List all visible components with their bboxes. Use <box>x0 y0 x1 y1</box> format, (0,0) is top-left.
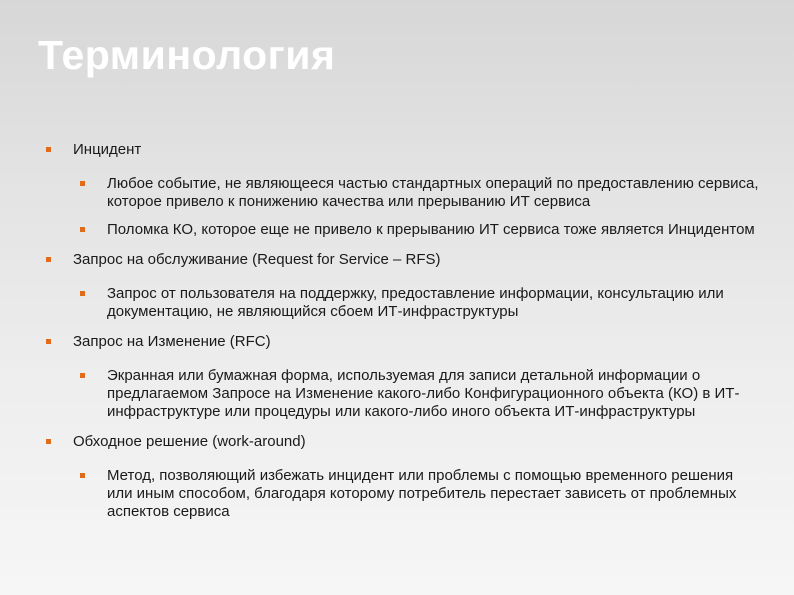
list-item-workaround <box>46 433 762 451</box>
item-label: Запрос на Изменение (RFC) <box>73 333 271 350</box>
bullet-icon <box>46 147 51 152</box>
bullet-icon <box>46 339 51 344</box>
subitem-text: Поломка КО, которое еще не привело к прерыванию ИТ сервиса тоже является Инцидентом <box>107 221 755 238</box>
subitem-workaround-definition <box>80 467 762 521</box>
subitem-rfs-definition <box>80 285 762 321</box>
item-label: Обходное решение (work-around) <box>73 433 306 450</box>
item-label: Запрос на обслуживание (Request for Service – RFS) <box>73 251 441 268</box>
bullet-icon <box>80 181 85 186</box>
subitem-text: Запрос от пользователя на поддержку, предоставление информации, консультацию или документацию, не являющийся сбоем ИТ-инфраструктуры <box>107 285 724 320</box>
subitem-text: Любое событие, не являющееся частью стандартных операций по предоставлению сервиса, которое привело к понижению качества или прерыванию ИТ сервиса <box>107 175 759 210</box>
bullet-icon <box>80 473 85 478</box>
bullet-icon <box>46 257 51 262</box>
bullet-icon <box>80 291 85 296</box>
list-item-rfs <box>46 251 762 269</box>
bullet-list <box>46 141 762 533</box>
subitem-text: Экранная или бумажная форма, используемая для записи детальной информации о предлагаемом Запросе на Изменение какого-либо Конфигурационного объекта (КО) в ИТ-инфраструктуре или процедуры или какого-либо иного объекта ИТ-инфраструктуры <box>107 367 740 420</box>
bullet-icon <box>80 227 85 232</box>
subitem-rfc-definition <box>80 367 762 421</box>
subitem-incident-note <box>80 221 762 239</box>
item-label: Инцидент <box>73 141 142 158</box>
list-item-rfc <box>46 333 762 351</box>
subitem-incident-definition <box>80 175 762 211</box>
subitem-text: Метод, позволяющий избежать инцидент или проблемы с помощью временного решения или иным способом, благодаря которому потребитель перестает зависеть от проблемных аспектов сервиса <box>107 467 737 520</box>
list-item-incident <box>46 141 762 159</box>
slide-title: Терминология <box>38 32 336 78</box>
bullet-icon <box>80 373 85 378</box>
bullet-icon <box>46 439 51 444</box>
